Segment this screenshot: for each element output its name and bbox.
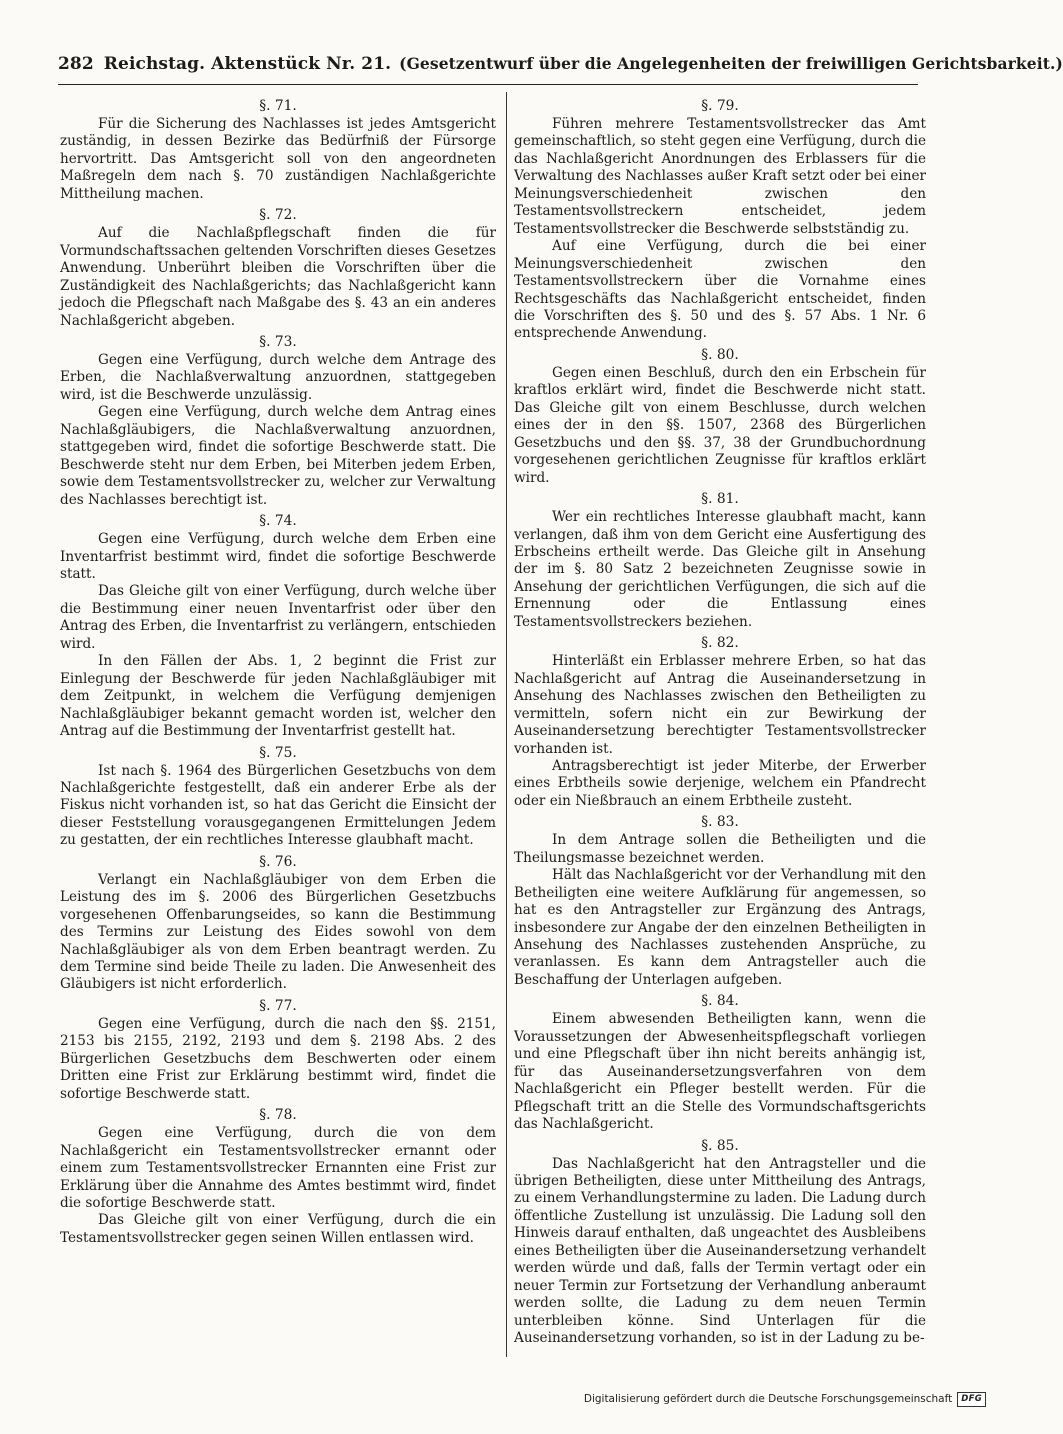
section-heading: §. 83.	[701, 814, 739, 831]
section-paragraph: Gegen eine Verfügung, durch welche dem Antrag eines Nachlaßgläubigers, die Nachlaßverwaltung anzuordnen, stattgegeben wird, findet die sofortige Beschwerde statt. Die Beschwerde steht nur dem Erben, bei Miterben jedem Erben, sowie dem Testamentsvollstrecker zu, welcher zur Verwaltung des Nachlasses berechtigt ist.	[60, 404, 496, 508]
section-heading: §. 74.	[259, 513, 297, 530]
section-heading: §. 82.	[701, 635, 739, 652]
section-paragraph: Wer ein rechtliches Interesse glaubhaft macht, kann verlangen, daß ihm von dem Gericht eine Ausfertigung des Erbscheins ertheilt werde. Das Gleiche gilt in Ansehung der im §. 80 Satz 2 bezeichneten Zeugnisse sowie in Ansehung der gerichtlichen Verfügungen, die sich auf die Ernennung oder die Entlassung eines Testamentsvollstreckers beziehen.	[514, 509, 926, 630]
section-heading: §. 78.	[259, 1107, 297, 1124]
section-paragraph: Hält das Nachlaßgericht vor der Verhandlung mit den Betheiligten eine weitere Aufklärung für angemessen, so hat es den Antragsteller zur Ergänzung des Antrags, insbesondere zur Angabe der den einzelnen Betheiligten in Ansehung des Nachlasses zustehenden Ansprüche, zu veranlassen. Es kann dem Antragsteller auch die Beschaffung der Unterlagen aufgeben.	[514, 867, 926, 988]
page-header	[58, 54, 1063, 74]
footer-credit: Digitalisierung gefördert durch die Deutsche Forschungsgemeinschaft	[583, 1393, 953, 1405]
column-divider	[506, 92, 507, 1357]
left-column	[60, 96, 496, 1358]
section-paragraph: Das Gleiche gilt von einer Verfügung, durch welche über die Bestimmung einer neuen Inventarfrist oder über den Antrag des Erben, die Inventarfrist zu verlängern, entschieden wird.	[60, 583, 496, 652]
section-heading: §. 84.	[701, 993, 739, 1010]
section-paragraph: Gegen eine Verfügung, durch die nach den §§. 2151, 2153 bis 2155, 2192, 2193 und dem §. 2198 Abs. 2 des Bürgerlichen Gesetzbuchs dem Beschwerten oder einem Dritten eine Frist zur Erklärung bestimmt wird, findet die sofortige Beschwerde statt.	[60, 1015, 496, 1102]
section-paragraph: Gegen eine Verfügung, durch welche dem Antrage des Erben, die Nachlaßverwaltung anzuordnen, stattgegeben wird, ist die Beschwerde unzulässig.	[60, 351, 496, 403]
section-paragraph: Das Nachlaßgericht hat den Antragsteller und die übrigen Betheiligten, diese unter Mittheilung des Antrags, zu einem Verhandlungstermine zu laden. Die Ladung durch öffentliche Zustellung ist unzulässig. Die Ladung soll den Hinweis darauf enthalten, daß ungeachtet des Ausbleibens eines Betheiligten über die Auseinandersetzung verhandelt werden würde und daß, falls der Termin vertagt oder ein neuer Termin zur Fortsetzung der Verhandlung anberaumt werden sollte, die Ladung zu dem neuen Termin unterbleiben könne. Sind Unterlagen für die Auseinandersetzung vorhanden, so ist in der Ladung zu be-	[514, 1155, 926, 1347]
section-paragraph: Hinterläßt ein Erblasser mehrere Erben, so hat das Nachlaßgericht auf Antrag die Auseinandersetzung in Ansehung des Nachlasses zwischen den Betheiligten zu vermitteln, sofern nicht ein zur Bewirkung der Auseinandersetzung berechtigter Testamentsvollstrecker vorhanden ist.	[514, 653, 926, 757]
footer	[583, 1391, 986, 1407]
dfg-logo: DFG	[957, 1392, 986, 1407]
section-paragraph: Gegen eine Verfügung, durch die von dem Nachlaßgericht ein Testamentsvollstrecker ernannt oder einem zum Testamentsvollstrecker Ernannten eine Frist zur Erklärung über die Annahme des Amtes bestimmt wird, findet die sofortige Beschwerde statt.	[60, 1125, 496, 1212]
section-paragraph: Für die Sicherung des Nachlasses ist jedes Amtsgericht zuständig, in dessen Bezirke das Bedürfniß der Fürsorge hervortritt. Das Amtsgericht soll von den angeordneten Maßregeln dem nach §. 70 zuständigen Nachlaßgerichte Mittheilung machen.	[60, 116, 496, 202]
section-heading: §. 77.	[259, 997, 297, 1014]
section-paragraph: Antragsberechtigt ist jeder Miterbe, der Erwerber eines Erbtheils sowie derjenige, welchem ein Pfandrecht oder ein Nießbrauch an einem Erbtheile zusteht.	[514, 757, 926, 809]
right-column	[514, 96, 926, 1358]
section-paragraph: Führen mehrere Testamentsvollstrecker das Amt gemeinschaftlich, so steht gegen eine Verfügung, durch die das Nachlaßgericht Anordnungen des Erblassers für die Verwaltung des Nachlasses außer Kraft setzt oder bei einer Meinungsverschiedenheit zwischen den Testamentsvollstreckern entscheidet, jedem Testamentsvollstrecker die Beschwerde selbstständig zu.	[514, 116, 927, 237]
section-heading: §. 71.	[259, 98, 297, 114]
section-paragraph: Verlangt ein Nachlaßgläubiger von dem Erben die Leistung des im §. 2006 des Bürgerlichen Gesetzbuchs vorgesehenen Offenbarungseides, so kann die Bestimmung des Termins zur Leistung des Eides sowohl von dem Nachlaßgläubiger als von dem Erben beantragt werden. Zu dem Termine sind beide Theile zu laden. Die Anwesenheit des Gläubigers ist nicht erforderlich.	[60, 871, 496, 993]
page-number: 282	[58, 54, 94, 74]
section-paragraph: Gegen einen Beschluß, durch den ein Erbschein für kraftlos erklärt wird, findet die Beschwerde nicht statt. Das Gleiche gilt von einem Beschlusse, durch welchen eines der in den §§. 1507, 2368 des Bürgerlichen Gesetzbuchs und den §§. 37, 38 der Grundbuchordnung vorgesehenen gerichtlichen Zeugnisse für kraftlos erklärt wird.	[514, 364, 926, 486]
document-title: Reichstag. Aktenstück Nr. 21.	[103, 54, 392, 74]
section-paragraph: Auf eine Verfügung, durch die bei einer Meinungsverschiedenheit zwischen den Testamentsvollstreckern über die Vornahme eines Rechtsgeschäfts das Nachlaßgericht entscheidet, finden die Vorschriften des §. 50 und des §. 57 Abs. 1 Nr. 6 entsprechende Anwendung.	[514, 238, 926, 342]
section-paragraph: Gegen eine Verfügung, durch welche dem Erben eine Inventarfrist bestimmt wird, findet die sofortige Beschwerde statt.	[60, 531, 496, 582]
section-heading: §. 79.	[701, 98, 739, 114]
section-heading: §. 85.	[701, 1137, 739, 1154]
section-paragraph: Auf die Nachlaßpflegschaft finden die für Vormundschaftssachen geltenden Vorschriften dieses Gesetzes Anwendung. Unberührt bleiben die Vorschriften über die Zuständigkeit des Nachlaßgerichts; das Nachlaßgericht kann jedoch die Pflegschaft nach Maßgabe des §. 43 an ein anderes Nachlaßgericht abgeben.	[60, 225, 496, 329]
section-paragraph: Das Gleiche gilt von einer Verfügung, durch die ein Testamentsvollstrecker gegen seinen Willen entlassen wird.	[60, 1212, 496, 1246]
section-heading: §. 72.	[259, 207, 297, 224]
section-heading: §. 81.	[701, 491, 739, 508]
document-subtitle: (Gesetzentwurf über die Angelegenheiten der freiwilligen Gerichtsbarkeit.)	[399, 54, 1063, 73]
section-paragraph: Ist nach §. 1964 des Bürgerlichen Gesetzbuchs von dem Nachlaßgerichte festgestellt, daß ein anderer Erbe als der Fiskus nicht vorhanden ist, so hat das Gericht die Einsicht der dieser Feststellung vorausgegangenen Ermittelungen Jedem zu gestatten, der ein rechtliches Interesse glaubhaft macht.	[60, 762, 496, 849]
section-paragraph: In den Fällen der Abs. 1, 2 beginnt die Frist zur Einlegung der Beschwerde für jeden Nachlaßgläubiger mit dem Zeitpunkt, in welchem die Verfügung demjenigen Nachlaßgläubiger bekannt gemacht worden ist, welcher den Antrag auf die Bestimmung der Inventarfrist gestellt hat.	[60, 653, 496, 740]
section-heading: §. 76.	[259, 853, 297, 870]
section-heading: §. 73.	[259, 333, 297, 350]
section-paragraph: In dem Antrage sollen die Betheiligten und die Theilungsmasse bezeichnet werden.	[514, 832, 926, 866]
section-heading: §. 75.	[259, 744, 297, 761]
header-rule	[58, 84, 918, 85]
section-paragraph: Einem abwesenden Betheiligten kann, wenn die Voraussetzungen der Abwesenheitspflegschaft vorliegen und eine Pflegschaft über ihn nicht bereits anhängig ist, für das Auseinandersetzungsverfahren von dem Nachlaßgericht ein Pfleger bestellt werden. Für die Pflegschaft tritt an die Stelle des Vormundschaftsgerichts das Nachlaßgericht.	[514, 1011, 926, 1133]
section-heading: §. 80.	[701, 346, 739, 363]
